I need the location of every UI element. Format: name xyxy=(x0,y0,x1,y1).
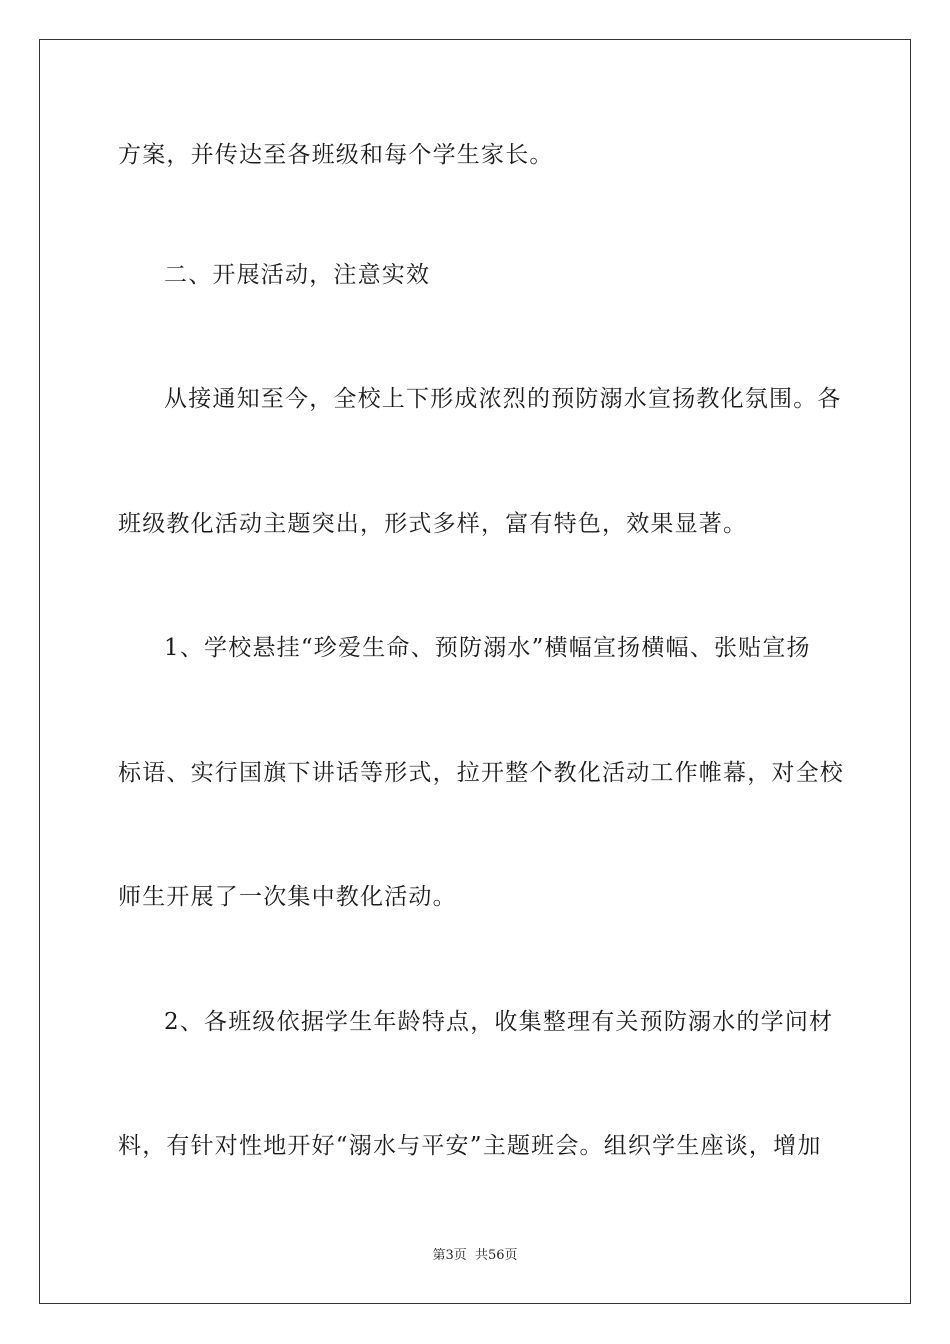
total-page-count: 共56页 xyxy=(474,1248,518,1263)
text-line: 方案，并传达至各班级和每个学生家长。 xyxy=(118,142,554,168)
page-footer xyxy=(0,1248,950,1264)
current-page-number: 第3页 xyxy=(432,1248,467,1263)
text-line: 师生开展了一次集中教化活动。 xyxy=(118,884,457,910)
text-line: 1、学校悬挂“珍爱生命、预防溺水”横幅宣扬横幅、张贴宣扬 xyxy=(164,635,811,661)
section-heading: 二、开展活动，注意实效 xyxy=(164,262,431,288)
page-border xyxy=(39,39,911,1304)
text-line: 班级教化活动主题突出，形式多样，富有特色，效果显著。 xyxy=(118,511,748,537)
text-line: 2、各班级依据学生年龄特点，收集整理有关预防溺水的学问材 xyxy=(164,1009,834,1035)
text-line: 从接通知至今，全校上下形成浓烈的预防溺水宣扬教化氛围。各 xyxy=(164,386,842,412)
text-line: 标语、实行国旗下讲话等形式，拉开整个教化活动工作帷幕，对全校 xyxy=(118,760,844,786)
text-line: 料，有针对性地开好“溺水与平安”主题班会。组织学生座谈，增加 xyxy=(118,1133,822,1159)
